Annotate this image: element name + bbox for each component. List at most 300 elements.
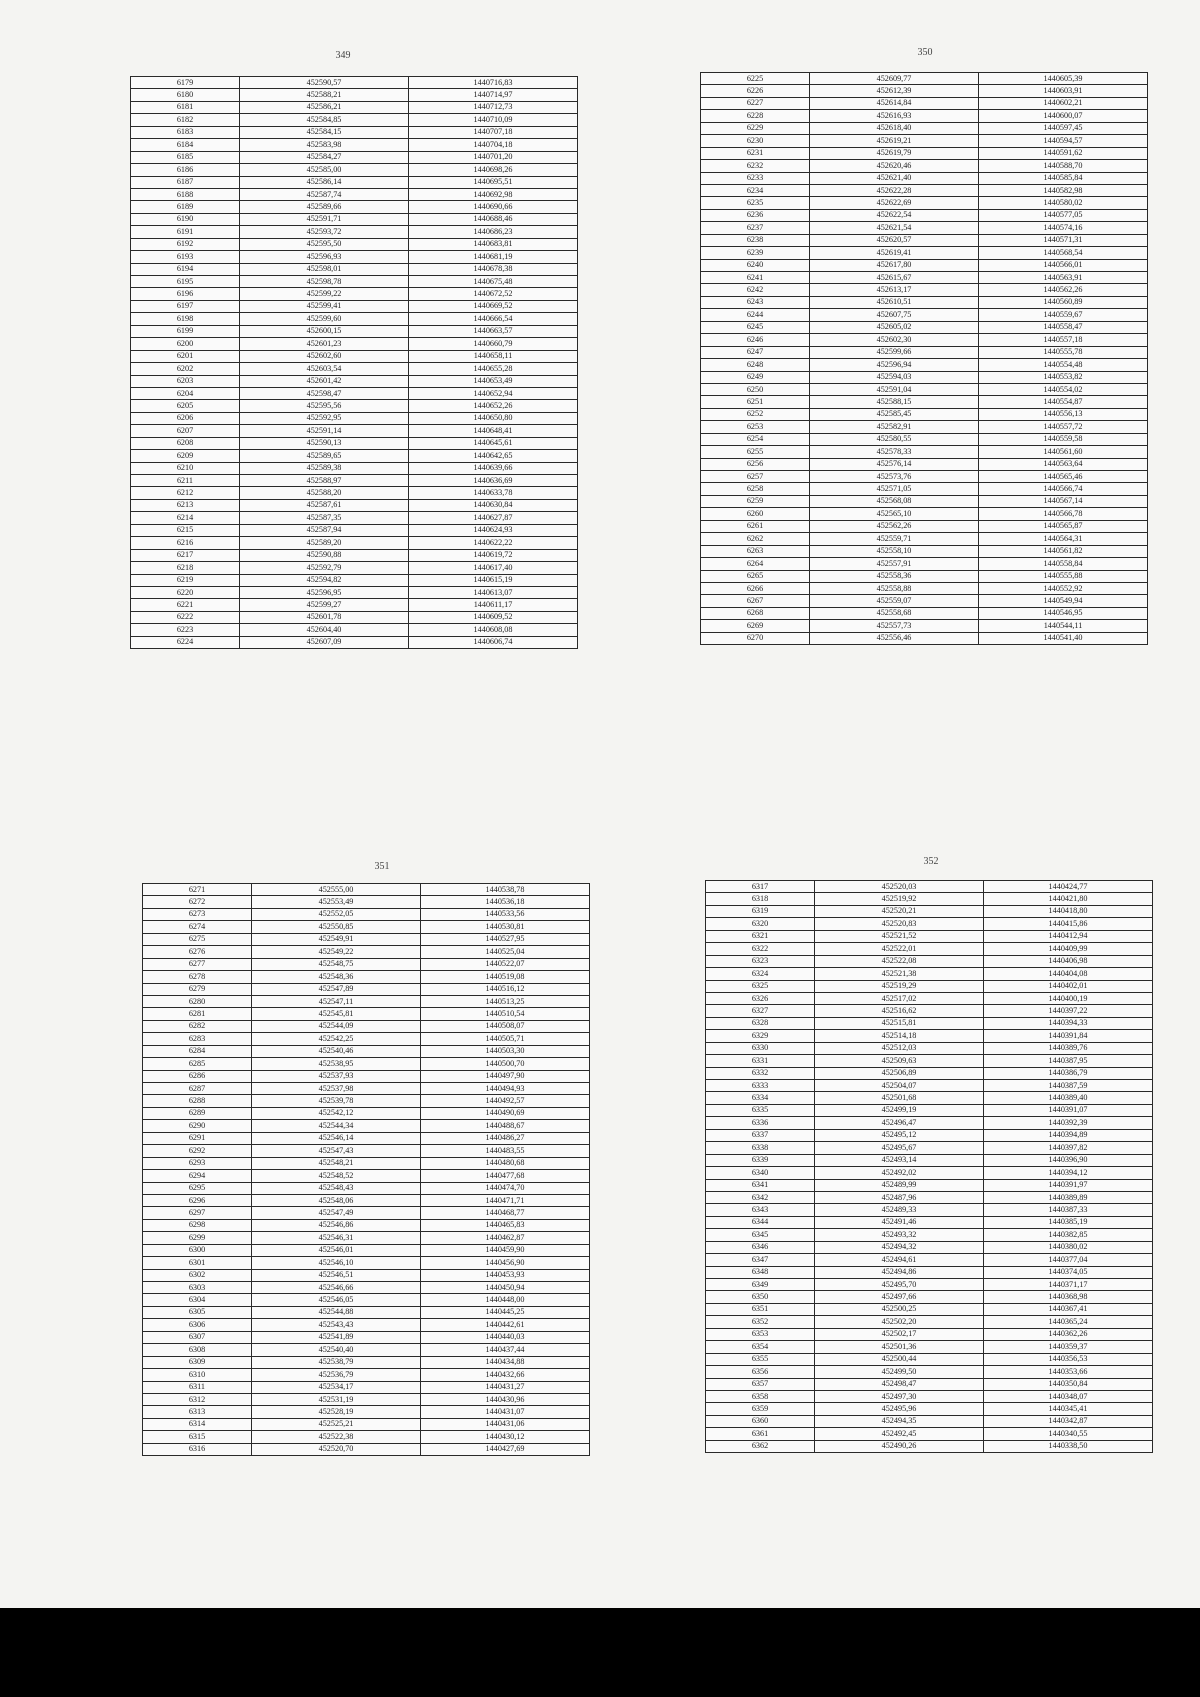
table-row xyxy=(143,1344,590,1356)
coord-x: 452616,93 xyxy=(810,110,979,122)
table-row xyxy=(131,226,578,238)
coord-y: 1440445,25 xyxy=(421,1306,590,1318)
table-row xyxy=(706,1366,1153,1378)
point-number: 6306 xyxy=(143,1319,252,1331)
coord-x: 452596,93 xyxy=(240,251,409,263)
coord-x: 452546,01 xyxy=(252,1244,421,1256)
coord-x: 452557,91 xyxy=(810,558,979,570)
coord-x: 452590,57 xyxy=(240,77,409,89)
coord-y: 1440510,54 xyxy=(421,1008,590,1020)
point-number: 6211 xyxy=(131,475,240,487)
coord-x: 452516,62 xyxy=(815,1005,984,1017)
point-number: 6242 xyxy=(701,284,810,296)
coord-x: 452492,45 xyxy=(815,1428,984,1440)
point-number: 6344 xyxy=(706,1216,815,1228)
point-number: 6253 xyxy=(701,421,810,433)
point-number: 6362 xyxy=(706,1440,815,1452)
coord-y: 1440533,56 xyxy=(421,908,590,920)
table-row xyxy=(701,558,1148,570)
point-number: 6326 xyxy=(706,992,815,1004)
table-row xyxy=(701,396,1148,408)
table-row xyxy=(131,524,578,536)
point-number: 6327 xyxy=(706,1005,815,1017)
table-row xyxy=(706,1415,1153,1427)
point-number: 6349 xyxy=(706,1279,815,1291)
coord-y: 1440554,02 xyxy=(979,383,1148,395)
coord-x: 452582,91 xyxy=(810,421,979,433)
table-row xyxy=(143,1045,590,1057)
point-number: 6217 xyxy=(131,549,240,561)
table-row xyxy=(701,458,1148,470)
point-number: 6343 xyxy=(706,1204,815,1216)
table-row xyxy=(131,549,578,561)
coord-x: 452500,44 xyxy=(815,1353,984,1365)
point-number: 6185 xyxy=(131,151,240,163)
point-number: 6322 xyxy=(706,943,815,955)
point-number: 6200 xyxy=(131,338,240,350)
coord-x: 452555,00 xyxy=(252,884,421,896)
coord-y: 1440468,77 xyxy=(421,1207,590,1219)
coord-y: 1440553,82 xyxy=(979,371,1148,383)
coord-y: 1440525,04 xyxy=(421,946,590,958)
coord-y: 1440617,40 xyxy=(409,562,578,574)
point-number: 6188 xyxy=(131,188,240,200)
point-number: 6224 xyxy=(131,636,240,648)
table-row xyxy=(701,73,1148,85)
table-row xyxy=(701,570,1148,582)
point-number: 6192 xyxy=(131,238,240,250)
coord-x: 452537,98 xyxy=(252,1083,421,1095)
coord-x: 452590,88 xyxy=(240,549,409,561)
point-number: 6250 xyxy=(701,383,810,395)
table-row xyxy=(706,1129,1153,1141)
coord-x: 452601,42 xyxy=(240,375,409,387)
coord-x: 452586,14 xyxy=(240,176,409,188)
coord-x: 452596,94 xyxy=(810,359,979,371)
coord-y: 1440602,21 xyxy=(979,97,1148,109)
coord-x: 452541,89 xyxy=(252,1331,421,1343)
table-row xyxy=(143,1194,590,1206)
point-number: 6212 xyxy=(131,487,240,499)
coord-y: 1440574,16 xyxy=(979,222,1148,234)
coord-x: 452610,51 xyxy=(810,296,979,308)
point-number: 6337 xyxy=(706,1129,815,1141)
table-row xyxy=(131,574,578,586)
point-number: 6214 xyxy=(131,512,240,524)
coord-y: 1440566,74 xyxy=(979,483,1148,495)
coord-y: 1440391,84 xyxy=(984,1030,1153,1042)
table-row xyxy=(701,346,1148,358)
coord-y: 1440559,58 xyxy=(979,433,1148,445)
coord-x: 452550,85 xyxy=(252,921,421,933)
point-number: 6345 xyxy=(706,1229,815,1241)
table-row xyxy=(143,1244,590,1256)
table-row xyxy=(143,1319,590,1331)
point-number: 6271 xyxy=(143,884,252,896)
table-row xyxy=(701,520,1148,532)
coord-x: 452557,73 xyxy=(810,620,979,632)
coord-y: 1440394,12 xyxy=(984,1167,1153,1179)
point-number: 6258 xyxy=(701,483,810,495)
point-number: 6355 xyxy=(706,1353,815,1365)
table-row xyxy=(131,238,578,250)
coord-y: 1440555,78 xyxy=(979,346,1148,358)
coord-y: 1440431,27 xyxy=(421,1381,590,1393)
table-row xyxy=(701,172,1148,184)
point-number: 6207 xyxy=(131,425,240,437)
coord-x: 452502,20 xyxy=(815,1316,984,1328)
coord-x: 452546,31 xyxy=(252,1232,421,1244)
coord-y: 1440538,78 xyxy=(421,884,590,896)
table-row xyxy=(131,101,578,113)
coord-y: 1440605,39 xyxy=(979,73,1148,85)
table-row xyxy=(143,1269,590,1281)
table-row xyxy=(706,1328,1153,1340)
coord-x: 452609,77 xyxy=(810,73,979,85)
coord-x: 452598,78 xyxy=(240,276,409,288)
coord-y: 1440389,40 xyxy=(984,1092,1153,1104)
point-number: 6296 xyxy=(143,1194,252,1206)
coord-x: 452512,03 xyxy=(815,1042,984,1054)
table-row xyxy=(131,77,578,89)
coord-x: 452602,60 xyxy=(240,350,409,362)
table-row xyxy=(706,1154,1153,1166)
coord-x: 452596,95 xyxy=(240,586,409,598)
coord-x: 452578,33 xyxy=(810,446,979,458)
coord-x: 452544,88 xyxy=(252,1306,421,1318)
table-row xyxy=(706,1378,1153,1390)
table-row xyxy=(706,1403,1153,1415)
coord-y: 1440385,19 xyxy=(984,1216,1153,1228)
coord-y: 1440630,84 xyxy=(409,499,578,511)
point-number: 6352 xyxy=(706,1316,815,1328)
coord-y: 1440716,83 xyxy=(409,77,578,89)
coord-x: 452585,45 xyxy=(810,408,979,420)
table-row xyxy=(706,1179,1153,1191)
coord-y: 1440556,13 xyxy=(979,408,1148,420)
table-row xyxy=(706,1092,1153,1104)
point-number: 6329 xyxy=(706,1030,815,1042)
coord-x: 452595,50 xyxy=(240,238,409,250)
coord-y: 1440552,92 xyxy=(979,582,1148,594)
coord-x: 452498,47 xyxy=(815,1378,984,1390)
table-row xyxy=(131,499,578,511)
coord-x: 452494,61 xyxy=(815,1254,984,1266)
table-row xyxy=(706,1291,1153,1303)
coord-y: 1440530,81 xyxy=(421,921,590,933)
coord-x: 452559,07 xyxy=(810,595,979,607)
point-number: 6348 xyxy=(706,1266,815,1278)
point-number: 6261 xyxy=(701,520,810,532)
point-number: 6313 xyxy=(143,1406,252,1418)
table-row xyxy=(701,309,1148,321)
point-number: 6302 xyxy=(143,1269,252,1281)
coord-y: 1440678,38 xyxy=(409,263,578,275)
coord-x: 452585,00 xyxy=(240,164,409,176)
coord-y: 1440639,66 xyxy=(409,462,578,474)
table-row xyxy=(131,89,578,101)
coord-x: 452489,33 xyxy=(815,1204,984,1216)
point-number: 6312 xyxy=(143,1393,252,1405)
point-number: 6251 xyxy=(701,396,810,408)
coord-y: 1440427,69 xyxy=(421,1443,590,1455)
point-number: 6201 xyxy=(131,350,240,362)
coord-x: 452565,10 xyxy=(810,508,979,520)
coord-y: 1440714,97 xyxy=(409,89,578,101)
coord-x: 452489,99 xyxy=(815,1179,984,1191)
coord-y: 1440608,08 xyxy=(409,624,578,636)
table-row xyxy=(701,135,1148,147)
coord-y: 1440418,80 xyxy=(984,905,1153,917)
point-number: 6310 xyxy=(143,1369,252,1381)
table-row xyxy=(143,908,590,920)
table-row xyxy=(131,375,578,387)
table-row xyxy=(701,533,1148,545)
coord-y: 1440663,57 xyxy=(409,325,578,337)
coord-y: 1440522,07 xyxy=(421,958,590,970)
point-number: 6298 xyxy=(143,1219,252,1231)
coord-x: 452599,60 xyxy=(240,313,409,325)
table-row xyxy=(701,471,1148,483)
point-number: 6315 xyxy=(143,1431,252,1443)
coord-x: 452531,19 xyxy=(252,1393,421,1405)
coord-x: 452537,93 xyxy=(252,1070,421,1082)
coord-y: 1440588,70 xyxy=(979,160,1148,172)
point-number: 6182 xyxy=(131,114,240,126)
coord-x: 452528,19 xyxy=(252,1406,421,1418)
point-number: 6336 xyxy=(706,1117,815,1129)
table-row xyxy=(143,958,590,970)
coord-y: 1440519,08 xyxy=(421,971,590,983)
coord-y: 1440544,11 xyxy=(979,620,1148,632)
point-number: 6266 xyxy=(701,582,810,594)
coord-x: 452607,75 xyxy=(810,309,979,321)
coord-x: 452548,52 xyxy=(252,1170,421,1182)
table-row xyxy=(706,955,1153,967)
coord-x: 452545,81 xyxy=(252,1008,421,1020)
table-row xyxy=(706,1216,1153,1228)
point-number: 6284 xyxy=(143,1045,252,1057)
coord-x: 452603,54 xyxy=(240,363,409,375)
point-number: 6341 xyxy=(706,1179,815,1191)
table-row xyxy=(143,1393,590,1405)
point-number: 6274 xyxy=(143,921,252,933)
coord-x: 452493,14 xyxy=(815,1154,984,1166)
point-number: 6256 xyxy=(701,458,810,470)
table-row xyxy=(701,247,1148,259)
table-row xyxy=(706,1440,1153,1452)
coord-x: 452492,02 xyxy=(815,1167,984,1179)
point-number: 6289 xyxy=(143,1107,252,1119)
coord-y: 1440594,57 xyxy=(979,135,1148,147)
point-number: 6324 xyxy=(706,968,815,980)
table-row xyxy=(143,1443,590,1455)
coord-y: 1440645,61 xyxy=(409,437,578,449)
table-row xyxy=(131,425,578,437)
coord-y: 1440396,90 xyxy=(984,1154,1153,1166)
coord-x: 452571,05 xyxy=(810,483,979,495)
coord-x: 452542,25 xyxy=(252,1033,421,1045)
point-number: 6356 xyxy=(706,1366,815,1378)
table-row xyxy=(131,363,578,375)
coord-x: 452546,51 xyxy=(252,1269,421,1281)
table-row xyxy=(143,1083,590,1095)
coord-x: 452599,66 xyxy=(810,346,979,358)
table-row xyxy=(143,1170,590,1182)
table-row xyxy=(143,884,590,896)
table-row xyxy=(131,151,578,163)
coord-y: 1440655,28 xyxy=(409,363,578,375)
coord-y: 1440560,89 xyxy=(979,296,1148,308)
coord-y: 1440549,94 xyxy=(979,595,1148,607)
point-number: 6267 xyxy=(701,595,810,607)
coord-x: 452587,61 xyxy=(240,499,409,511)
point-number: 6191 xyxy=(131,226,240,238)
coord-x: 452522,08 xyxy=(815,955,984,967)
coord-y: 1440627,87 xyxy=(409,512,578,524)
coord-x: 452515,81 xyxy=(815,1017,984,1029)
point-number: 6293 xyxy=(143,1157,252,1169)
coord-x: 452612,39 xyxy=(810,85,979,97)
coord-x: 452576,14 xyxy=(810,458,979,470)
coord-x: 452487,96 xyxy=(815,1191,984,1203)
coord-x: 452622,69 xyxy=(810,197,979,209)
table-row xyxy=(706,1017,1153,1029)
point-number: 6184 xyxy=(131,139,240,151)
coord-y: 1440404,08 xyxy=(984,968,1153,980)
coord-x: 452615,67 xyxy=(810,272,979,284)
point-number: 6334 xyxy=(706,1092,815,1104)
coord-x: 452548,36 xyxy=(252,971,421,983)
coord-y: 1440585,84 xyxy=(979,172,1148,184)
coord-x: 452573,76 xyxy=(810,471,979,483)
coord-y: 1440712,73 xyxy=(409,101,578,113)
point-number: 6206 xyxy=(131,412,240,424)
table-row xyxy=(143,1431,590,1443)
point-number: 6301 xyxy=(143,1257,252,1269)
table-row xyxy=(143,1282,590,1294)
coord-y: 1440421,80 xyxy=(984,893,1153,905)
coord-x: 452502,17 xyxy=(815,1328,984,1340)
coord-y: 1440397,22 xyxy=(984,1005,1153,1017)
coord-y: 1440374,05 xyxy=(984,1266,1153,1278)
point-number: 6216 xyxy=(131,537,240,549)
coord-y: 1440453,93 xyxy=(421,1269,590,1281)
table-row xyxy=(701,321,1148,333)
coord-y: 1440688,46 xyxy=(409,213,578,225)
coord-y: 1440382,85 xyxy=(984,1229,1153,1241)
coord-x: 452595,56 xyxy=(240,400,409,412)
coord-x: 452521,52 xyxy=(815,930,984,942)
table-row xyxy=(706,1142,1153,1154)
coord-x: 452556,46 xyxy=(810,632,979,644)
point-number: 6318 xyxy=(706,893,815,905)
coord-x: 452538,79 xyxy=(252,1356,421,1368)
coord-x: 452495,96 xyxy=(815,1403,984,1415)
point-number: 6351 xyxy=(706,1303,815,1315)
point-number: 6202 xyxy=(131,363,240,375)
coord-y: 1440558,47 xyxy=(979,321,1148,333)
coord-x: 452520,21 xyxy=(815,905,984,917)
table-row xyxy=(701,508,1148,520)
table-row xyxy=(131,176,578,188)
coord-x: 452519,29 xyxy=(815,980,984,992)
table-row xyxy=(706,1067,1153,1079)
point-number: 6330 xyxy=(706,1042,815,1054)
point-number: 6323 xyxy=(706,955,815,967)
point-number: 6236 xyxy=(701,209,810,221)
table-row xyxy=(131,599,578,611)
coord-x: 452520,03 xyxy=(815,881,984,893)
coord-y: 1440541,40 xyxy=(979,632,1148,644)
coord-x: 452547,43 xyxy=(252,1145,421,1157)
coord-y: 1440431,07 xyxy=(421,1406,590,1418)
coord-x: 452546,10 xyxy=(252,1257,421,1269)
coord-x: 452540,40 xyxy=(252,1344,421,1356)
coord-y: 1440554,48 xyxy=(979,359,1148,371)
coord-x: 452589,66 xyxy=(240,201,409,213)
table-row xyxy=(131,562,578,574)
table-row xyxy=(131,213,578,225)
coord-y: 1440486,27 xyxy=(421,1132,590,1144)
point-number: 6186 xyxy=(131,164,240,176)
point-number: 6183 xyxy=(131,126,240,138)
point-number: 6233 xyxy=(701,172,810,184)
table-row xyxy=(706,930,1153,942)
table-row xyxy=(143,921,590,933)
coord-y: 1440465,83 xyxy=(421,1219,590,1231)
coord-y: 1440368,98 xyxy=(984,1291,1153,1303)
coord-x: 452605,02 xyxy=(810,321,979,333)
coord-y: 1440400,19 xyxy=(984,992,1153,1004)
point-number: 6235 xyxy=(701,197,810,209)
coord-y: 1440555,88 xyxy=(979,570,1148,582)
point-number: 6260 xyxy=(701,508,810,520)
coord-y: 1440566,78 xyxy=(979,508,1148,520)
coord-y: 1440362,26 xyxy=(984,1328,1153,1340)
table-row xyxy=(706,1229,1153,1241)
coord-y: 1440387,33 xyxy=(984,1204,1153,1216)
table-row xyxy=(706,1341,1153,1353)
coord-y: 1440492,57 xyxy=(421,1095,590,1107)
coord-y: 1440557,18 xyxy=(979,334,1148,346)
point-number: 6265 xyxy=(701,570,810,582)
table-row xyxy=(706,992,1153,1004)
coord-x: 452619,21 xyxy=(810,135,979,147)
point-number: 6288 xyxy=(143,1095,252,1107)
coord-y: 1440658,11 xyxy=(409,350,578,362)
coord-x: 452522,01 xyxy=(815,943,984,955)
table-row xyxy=(701,495,1148,507)
coord-y: 1440675,48 xyxy=(409,276,578,288)
point-number: 6205 xyxy=(131,400,240,412)
coord-y: 1440686,23 xyxy=(409,226,578,238)
coord-y: 1440571,31 xyxy=(979,234,1148,246)
point-number: 6257 xyxy=(701,471,810,483)
coord-y: 1440409,99 xyxy=(984,943,1153,955)
coord-y: 1440648,41 xyxy=(409,425,578,437)
point-number: 6346 xyxy=(706,1241,815,1253)
point-number: 6286 xyxy=(143,1070,252,1082)
table-row xyxy=(706,905,1153,917)
point-number: 6244 xyxy=(701,309,810,321)
table-row xyxy=(131,412,578,424)
point-number: 6229 xyxy=(701,122,810,134)
coord-x: 452536,79 xyxy=(252,1369,421,1381)
point-number: 6218 xyxy=(131,562,240,574)
coord-x: 452549,91 xyxy=(252,933,421,945)
coord-x: 452562,26 xyxy=(810,520,979,532)
